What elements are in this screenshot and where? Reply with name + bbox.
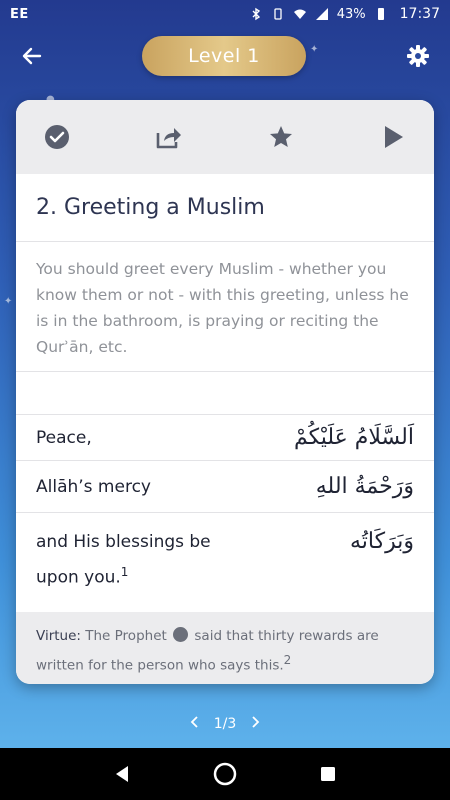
english-text: Allāh’s mercy	[36, 476, 151, 497]
system-nav-bar	[0, 748, 450, 800]
virtue-note	[16, 612, 434, 684]
translation-row	[16, 460, 434, 512]
triangle-back-icon	[112, 764, 132, 784]
status-bar	[0, 0, 450, 28]
previous-page-button[interactable]	[190, 716, 200, 732]
circle-home-icon	[213, 762, 237, 786]
footnote-ref[interactable]: 1	[120, 565, 129, 579]
favorite-button[interactable]	[264, 120, 298, 154]
system-recents-button[interactable]	[308, 754, 348, 794]
translation-row	[16, 414, 434, 460]
translation-rows	[16, 414, 434, 608]
check-circle-icon	[44, 124, 70, 150]
english-text: Peace,	[36, 427, 92, 448]
system-home-button[interactable]	[205, 754, 245, 794]
battery-icon	[374, 7, 388, 21]
arabic-text: وَرَحْمَةُ اللهِ	[315, 473, 414, 499]
card-toolbar	[16, 100, 434, 174]
virtue-text-after: said that thirty rewards are written for the person who says this.	[36, 628, 379, 674]
play-audio-button[interactable]	[376, 120, 410, 154]
gear-icon	[406, 44, 430, 68]
system-back-button[interactable]	[102, 754, 142, 794]
star-icon	[268, 124, 294, 150]
virtue-label: Virtue:	[36, 628, 81, 644]
wifi-icon	[293, 7, 307, 21]
mark-learned-button[interactable]	[40, 120, 74, 154]
square-recents-icon	[319, 765, 337, 783]
chevron-right-icon	[250, 716, 260, 728]
share-button[interactable]	[152, 120, 186, 154]
arabic-text: اَلسَّلَامُ عَلَيْكُمْ	[293, 424, 414, 450]
chevron-left-icon	[190, 716, 200, 728]
settings-button[interactable]	[402, 40, 434, 72]
play-icon	[381, 124, 405, 150]
carrier-label: EE	[10, 6, 29, 22]
sparkle-decoration: ✦	[4, 296, 13, 307]
next-page-button[interactable]	[250, 716, 260, 732]
page-indicator: 1/3	[213, 716, 237, 732]
sparkle-decoration: ✦	[310, 44, 319, 55]
vibrate-icon	[271, 7, 285, 21]
signal-icon	[315, 7, 329, 21]
top-bar	[0, 28, 450, 84]
bluetooth-icon	[249, 7, 263, 21]
english-text-content: and His blessings be upon you.	[36, 532, 211, 588]
back-button[interactable]	[16, 40, 48, 72]
salawat-icon	[173, 627, 188, 642]
arrow-left-icon	[21, 45, 43, 67]
share-icon	[155, 124, 183, 150]
footnote-ref[interactable]: 2	[283, 653, 292, 667]
arabic-text: وَبَرَكَاتُه	[350, 529, 414, 554]
level-button[interactable]: Level 1	[142, 36, 306, 76]
virtue-text-before: The Prophet	[85, 628, 167, 644]
english-text	[36, 527, 226, 593]
dua-card	[16, 100, 434, 684]
pager	[0, 712, 450, 736]
translation-row	[16, 512, 434, 608]
dua-description: You should greet every Muslim - whether you know them or not - with this greeting, unless he is in the bathroom, is praying or reciting the Qurʾān, etc.	[16, 242, 434, 372]
dua-title: 2. Greeting a Muslim	[16, 174, 434, 242]
clock: 17:37	[399, 6, 440, 22]
battery-percent: 43%	[336, 6, 366, 22]
